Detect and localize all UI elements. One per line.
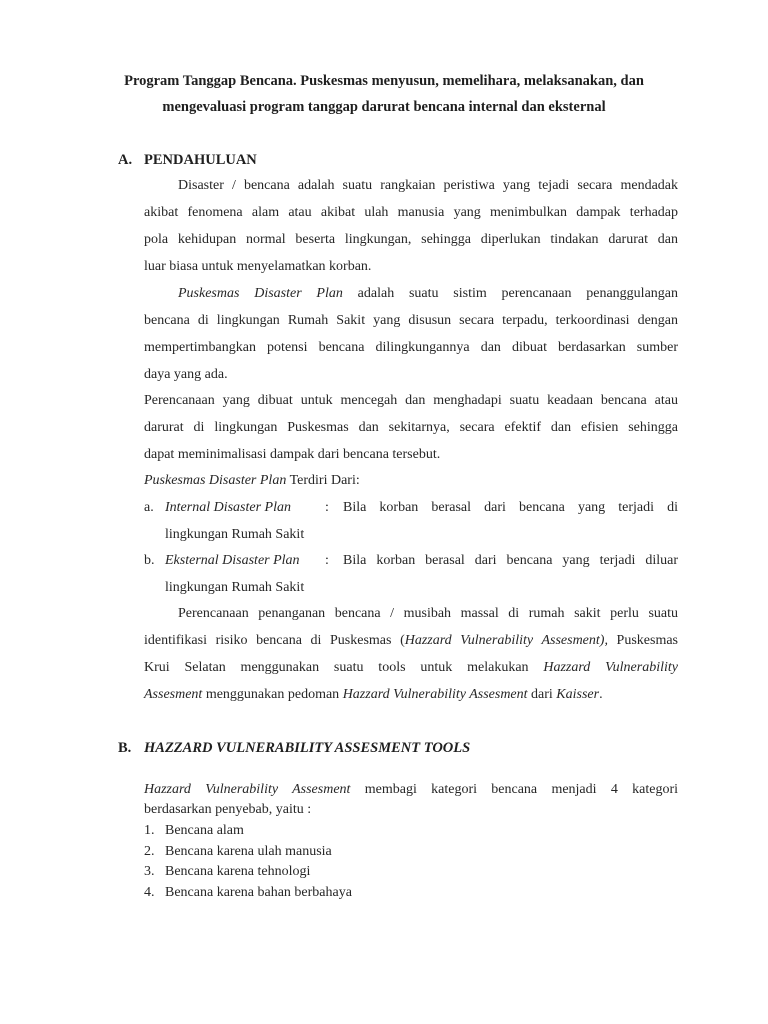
- paragraph-1-line-4: luar biasa untuk menyelamatkan korban.: [144, 259, 372, 274]
- plan-a-colon: :: [325, 500, 329, 515]
- disaster-plan-term: Puskesmas Disaster Plan: [178, 286, 343, 301]
- list-item-3: Bencana karena tehnologi: [165, 864, 311, 879]
- paragraph-4-line-2: identifikasi risiko bencana di Puskesmas (Hazzard Vulnerability Assesment), Puskesmas: [144, 633, 679, 648]
- plan-a-marker: a.: [144, 500, 154, 515]
- list-item-2: Bencana karena ulah manusia: [165, 844, 332, 859]
- paragraph-1-line-3: pola kehidupan normal beserta lingkungan, sehingga diperlukan tindakan darurat dan: [144, 232, 678, 247]
- paragraph-2-line-1: Puskesmas Disaster Plan adalah suatu sistim perencanaan penanggulangan: [178, 286, 679, 301]
- list-item-1-number: 1.: [144, 823, 155, 838]
- section-a-heading: PENDAHULUAN: [144, 152, 257, 168]
- paragraph-1-line-1: Disaster / bencana adalah suatu rangkaian peristiwa yang tejadi secara mendadak: [178, 178, 678, 193]
- list-item-3-number: 3.: [144, 864, 155, 879]
- disaster-plan-intro: Puskesmas Disaster Plan Terdiri Dari:: [144, 473, 360, 488]
- list-item-4: Bencana karena bahan berbahaya: [165, 885, 352, 900]
- plan-a-description: Bila korban berasal dari bencana yang terjadi di: [343, 500, 678, 515]
- paragraph-2-line-2: bencana di lingkungan Rumah Sakit yang disusun secara terpadu, terkoordinasi dengan: [144, 313, 678, 328]
- plan-b-continuation: lingkungan Rumah Sakit: [165, 580, 305, 595]
- plan-b-name: Eksternal Disaster Plan: [165, 553, 300, 568]
- list-item-1: Bencana alam: [165, 823, 244, 838]
- paragraph-2-line-3: mempertimbangkan potensi bencana dilingkungannya dan dibuat berdasarkan sumber: [144, 340, 678, 355]
- plan-a-continuation: lingkungan Rumah Sakit: [165, 527, 305, 542]
- section-b-number: B.: [118, 740, 132, 756]
- plan-a-name: Internal Disaster Plan: [165, 500, 291, 515]
- paragraph-3-line-2: darurat di lingkungan Puskesmas dan sekitarnya, secara efektif dan efisien sehingga: [144, 420, 678, 435]
- page-title-line-1: Program Tanggap Bencana. Puskesmas menyusun, memelihara, melaksanakan, dan: [124, 73, 644, 89]
- plan-b-description: Bila korban berasal dari bencana yang terjadi diluar: [343, 553, 678, 568]
- paragraph-4-line-4: Assesment menggunakan pedoman Hazzard Vulnerability Assesment dari Kaisser.: [144, 687, 603, 702]
- paragraph-2-line-4: daya yang ada.: [144, 367, 228, 382]
- paragraph-3-line-3: dapat meminimalisasi dampak dari bencana tersebut.: [144, 447, 441, 462]
- section-b-intro-line-2: berdasarkan penyebab, yaitu :: [144, 802, 312, 817]
- paragraph-4-line-1: Perencanaan penanganan bencana / musibah massal di rumah sakit perlu suatu: [178, 606, 678, 621]
- section-b-heading: HAZZARD VULNERABILITY ASSESMENT TOOLS: [144, 740, 471, 756]
- list-item-4-number: 4.: [144, 885, 155, 900]
- plan-b-row: [165, 552, 678, 570]
- plan-b-marker: b.: [144, 553, 155, 568]
- plan-a-row: [165, 499, 678, 517]
- page-title-line-2: mengevaluasi program tanggap darurat bencana internal dan eksternal: [162, 99, 606, 115]
- list-item-2-number: 2.: [144, 844, 155, 859]
- paragraph-4-line-3: Krui Selatan menggunakan suatu tools untuk melakukan Hazzard Vulnerability: [144, 660, 678, 675]
- paragraph-3-line-1: Perencanaan yang dibuat untuk mencegah dan menghadapi suatu keadaan bencana atau: [144, 393, 678, 408]
- section-a-number: A.: [118, 152, 133, 168]
- plan-b-colon: :: [325, 553, 329, 568]
- section-b-intro-line-1: Hazzard Vulnerability Assesment membagi kategori bencana menjadi 4 kategori: [144, 782, 678, 797]
- paragraph-1-line-2: akibat fenomena alam atau akibat ulah manusia yang menimbulkan dampak terhadap: [144, 205, 678, 220]
